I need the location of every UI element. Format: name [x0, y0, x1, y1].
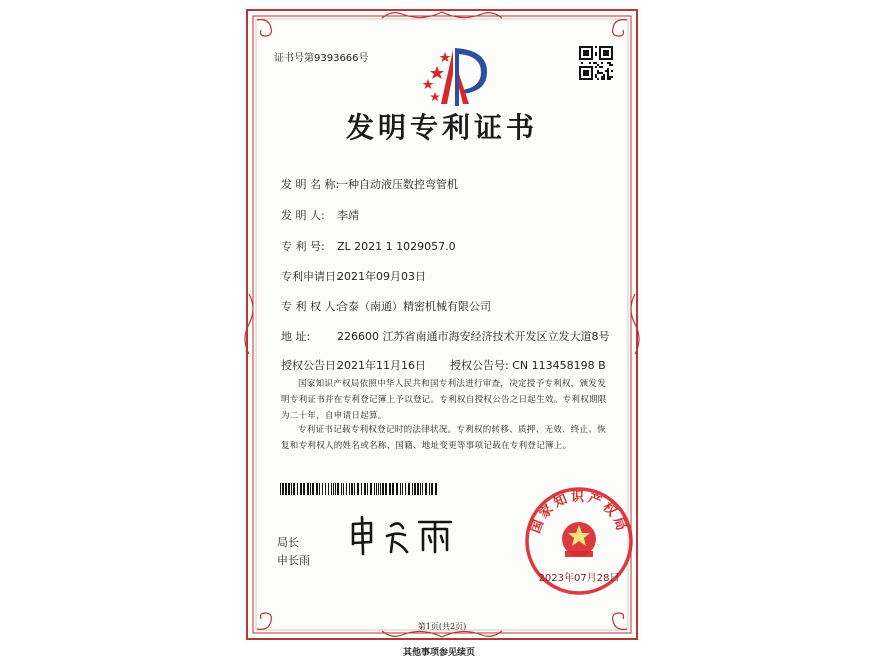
qr-module: [589, 78, 591, 80]
field-patentee: [281, 298, 491, 314]
qr-module: [605, 58, 607, 60]
qr-module: [601, 58, 603, 60]
barcode-bar: [400, 483, 401, 495]
barcode-bar: [293, 483, 295, 495]
barcode-bar: [431, 483, 433, 495]
qr-module: [605, 54, 607, 56]
qr-module: [589, 58, 591, 60]
qr-module: [589, 46, 591, 48]
barcode-bar: [351, 483, 353, 495]
qr-module: [599, 52, 601, 54]
field-value: 一种自动液压数控弯管机: [337, 178, 458, 191]
field-label: 授权公告日:: [281, 359, 340, 372]
qr-module: [597, 64, 599, 66]
qr-module: [579, 54, 581, 56]
qr-module: [591, 48, 593, 50]
border-ornament: [442, 12, 502, 18]
field-value: CN 113458198 B: [512, 359, 606, 372]
qr-module: [595, 74, 597, 76]
barcode-bar: [367, 483, 368, 495]
qr-module: [607, 68, 609, 70]
barcode-bar: [405, 483, 406, 495]
qr-module: [583, 46, 585, 48]
page-number: 第1页(共2页): [417, 622, 467, 631]
qr-module: [579, 48, 581, 50]
qr-module: [607, 62, 609, 64]
qr-module: [603, 78, 605, 80]
qr-module: [595, 46, 597, 48]
qr-module: [587, 50, 589, 52]
qr-module: [595, 76, 597, 78]
barcode-bar: [349, 483, 350, 495]
barcode-bar: [288, 483, 290, 495]
barcode-bar: [412, 483, 413, 495]
qr-module: [611, 58, 613, 60]
seal-date: 2023年07月28日: [538, 573, 620, 584]
barcode-bar: [389, 483, 391, 495]
field-inventor: [281, 207, 359, 223]
qr-module: [607, 70, 609, 72]
barcode-bar: [280, 483, 281, 495]
qr-code: [579, 46, 613, 80]
qr-module: [591, 46, 593, 48]
qr-module: [599, 46, 601, 48]
border-ornament: [257, 20, 271, 36]
qr-module: [587, 58, 589, 60]
barcode: [280, 483, 440, 495]
official-seal: [521, 481, 637, 599]
qr-module: [607, 78, 609, 80]
qr-module: [579, 46, 581, 48]
barcode-bar: [312, 483, 314, 495]
barcode-bar: [364, 483, 366, 495]
barcode-bar: [291, 483, 292, 495]
qr-module: [599, 66, 601, 68]
qr-module: [579, 58, 581, 60]
qr-module: [599, 56, 601, 58]
qr-module: [607, 76, 609, 78]
signatory-name: 申长雨: [277, 554, 310, 567]
qr-module: [585, 74, 587, 76]
qr-module: [587, 46, 589, 48]
barcode-bar: [392, 483, 394, 495]
qr-module: [583, 58, 585, 60]
qr-module: [587, 70, 589, 72]
barcode-bar: [310, 483, 311, 495]
barcode-bar: [435, 483, 437, 495]
qr-module: [597, 72, 599, 74]
qr-module: [597, 70, 599, 72]
field-patent-number: [281, 238, 456, 254]
qr-module: [579, 56, 581, 58]
qr-module: [607, 74, 609, 76]
barcode-bar: [370, 483, 372, 495]
qr-module: [605, 70, 607, 72]
barcode-bar: [417, 483, 419, 495]
barcode-bar: [382, 483, 384, 495]
certificate-number: 证书号第9393666号: [274, 53, 369, 64]
qr-module: [599, 54, 601, 56]
qr-module: [587, 78, 589, 80]
barcode-bar: [282, 483, 284, 495]
barcode-bar: [300, 483, 302, 495]
qr-module: [609, 64, 611, 66]
field-grant-number: [450, 357, 606, 373]
qr-module: [587, 72, 589, 74]
footer-note: 其他事项参见续页: [402, 648, 475, 658]
signature-title: 局长: [277, 536, 299, 549]
barcode-bar: [303, 483, 305, 495]
barcode-bar: [422, 483, 423, 495]
barcode-bar: [331, 483, 332, 495]
barcode-bar: [297, 483, 298, 495]
qr-module: [591, 70, 593, 72]
field-value: 2021年11月16日: [337, 359, 426, 372]
qr-module: [611, 56, 613, 58]
barcode-bar: [420, 483, 421, 495]
qr-module: [585, 78, 587, 80]
qr-module: [603, 50, 605, 52]
barcode-bar: [337, 483, 339, 495]
qr-module: [583, 72, 585, 74]
barcode-bar: [307, 483, 309, 495]
qr-module: [591, 72, 593, 74]
qr-module: [603, 46, 605, 48]
barcode-bar: [376, 483, 377, 495]
barcode-bar: [425, 483, 427, 495]
barcode-bar: [385, 483, 387, 495]
qr-module: [605, 50, 607, 52]
qr-module: [601, 78, 603, 80]
field-label: 专 利 号:: [281, 240, 325, 253]
field-grant-date: [281, 357, 426, 373]
legal-status-statement: 专利证书记载专利权登记时的法律状况。专利权的转移、质押、无效、终止、恢复和专利权人的姓名或名称、国籍、地址变更等事项记载在专利登记簿上。: [281, 425, 607, 451]
handwritten-signature: [347, 514, 459, 556]
barcode-bar: [341, 483, 342, 495]
qr-module: [579, 68, 581, 70]
qr-module: [605, 52, 607, 54]
patent-certificate: [243, 6, 641, 643]
qr-module: [599, 48, 601, 50]
field-label: 发 明 人:: [281, 209, 325, 222]
qr-module: [591, 78, 593, 80]
qr-module: [581, 78, 583, 80]
field-label: 专 利 权 人:: [281, 300, 340, 313]
barcode-bar: [343, 483, 344, 495]
qr-module: [609, 62, 611, 64]
qr-module: [609, 76, 611, 78]
qr-module: [609, 58, 611, 60]
qr-module: [585, 70, 587, 72]
qr-module: [591, 54, 593, 56]
qr-module: [607, 50, 609, 52]
qr-module: [603, 58, 605, 60]
qr-module: [601, 46, 603, 48]
qr-module: [585, 72, 587, 74]
qr-module: [579, 74, 581, 76]
barcode-bar: [316, 483, 318, 495]
qr-module: [601, 62, 603, 64]
barcode-bar: [354, 483, 355, 495]
qr-module: [591, 52, 593, 54]
barcode-bar: [429, 483, 430, 495]
qr-module: [589, 62, 591, 64]
field-address: [281, 328, 610, 344]
field-value: 合泰（南通）精密机械有限公司: [337, 300, 491, 313]
qr-module: [581, 58, 583, 60]
qr-module: [607, 58, 609, 60]
qr-module: [595, 62, 597, 64]
field-application-date: [281, 268, 426, 284]
qr-module: [579, 76, 581, 78]
qr-module: [585, 46, 587, 48]
qr-module: [585, 52, 587, 54]
qr-module: [611, 46, 613, 48]
barcode-bar: [361, 483, 362, 495]
qr-module: [595, 66, 597, 68]
qr-module: [591, 66, 593, 68]
qr-module: [579, 72, 581, 74]
qr-module: [589, 66, 591, 68]
qr-module: [583, 54, 585, 56]
qr-module: [583, 50, 585, 52]
qr-module: [583, 66, 585, 68]
qr-module: [583, 74, 585, 76]
qr-module: [583, 52, 585, 54]
field-value: 226600 江苏省南通市海安经济技术开发区立发大道8号: [337, 330, 610, 343]
qr-module: [591, 56, 593, 58]
barcode-bar: [402, 483, 403, 495]
qr-module: [587, 74, 589, 76]
qr-module: [611, 64, 613, 66]
barcode-bar: [322, 483, 323, 495]
barcode-bar: [357, 483, 359, 495]
qr-module: [595, 52, 597, 54]
qr-module: [593, 62, 595, 64]
qr-module: [607, 54, 609, 56]
qr-module: [603, 54, 605, 56]
barcode-bar: [285, 483, 287, 495]
field-invention-name: [281, 176, 458, 192]
qr-module: [587, 54, 589, 56]
qr-module: [581, 46, 583, 48]
field-label: 授权公告号:: [450, 359, 509, 372]
qr-module: [611, 54, 613, 56]
qr-module: [581, 62, 583, 64]
qr-module: [583, 70, 585, 72]
qr-module: [607, 46, 609, 48]
qr-module: [587, 66, 589, 68]
qr-module: [609, 46, 611, 48]
qr-module: [583, 78, 585, 80]
barcode-bar: [335, 483, 336, 495]
qr-module: [585, 66, 587, 68]
qr-module: [603, 76, 605, 78]
qr-module: [591, 50, 593, 52]
qr-module: [581, 66, 583, 68]
barcode-bar: [414, 483, 416, 495]
barcode-bar: [346, 483, 347, 495]
qr-module: [611, 70, 613, 72]
qr-module: [579, 52, 581, 54]
certificate-title: 发明专利证书: [345, 111, 538, 144]
barcode-bar: [325, 483, 326, 495]
barcode-bar: [408, 483, 410, 495]
qr-module: [601, 66, 603, 68]
barcode-bar: [319, 483, 320, 495]
field-value: ZL 2021 1 1029057.0: [337, 240, 456, 253]
barcode-bar: [374, 483, 375, 495]
qr-module: [597, 78, 599, 80]
qr-module: [595, 54, 597, 56]
border-ornament: [382, 12, 442, 18]
qr-module: [579, 78, 581, 80]
qr-module: [585, 54, 587, 56]
grant-statement: 国家知识产权局依照中华人民共和国专利法进行审查，决定授予专利权，颁发发明专利证书并在专利登记簿上予以登记。专利权自授权公告之日起生效。专利权期限为二十年，自申请日起算。: [281, 379, 607, 421]
qr-module: [591, 68, 593, 70]
qr-module: [607, 52, 609, 54]
qr-module: [605, 46, 607, 48]
field-value: 2021年09月03日: [337, 270, 426, 283]
qr-module: [601, 72, 603, 74]
qr-module: [599, 72, 601, 74]
border-ornament: [613, 20, 627, 36]
qr-module: [599, 58, 601, 60]
barcode-bar: [396, 483, 398, 495]
qr-module: [585, 58, 587, 60]
qr-module: [585, 50, 587, 52]
barcode-bar: [380, 483, 381, 495]
qr-module: [591, 58, 593, 60]
qr-module: [611, 76, 613, 78]
cnipa-logo: [415, 44, 491, 108]
qr-module: [579, 50, 581, 52]
qr-module: [579, 70, 581, 72]
seal-text: 国家知识产权局: [528, 490, 630, 536]
qr-module: [601, 76, 603, 78]
barcode-bar: [378, 483, 379, 495]
qr-module: [587, 52, 589, 54]
field-value: 李靖: [337, 209, 359, 222]
qr-module: [603, 74, 605, 76]
barcode-bar: [333, 483, 334, 495]
qr-module: [599, 50, 601, 52]
field-label: 专利申请日:: [281, 270, 340, 283]
qr-module: [607, 72, 609, 74]
qr-module: [603, 52, 605, 54]
field-label: 地 址:: [281, 330, 311, 343]
qr-module: [611, 48, 613, 50]
qr-module: [611, 50, 613, 52]
qr-module: [579, 66, 581, 68]
barcode-bar: [328, 483, 329, 495]
field-label: 发 明 名 称:: [281, 178, 340, 191]
qr-module: [611, 52, 613, 54]
qr-module: [591, 74, 593, 76]
qr-module: [609, 78, 611, 80]
qr-module: [591, 76, 593, 78]
